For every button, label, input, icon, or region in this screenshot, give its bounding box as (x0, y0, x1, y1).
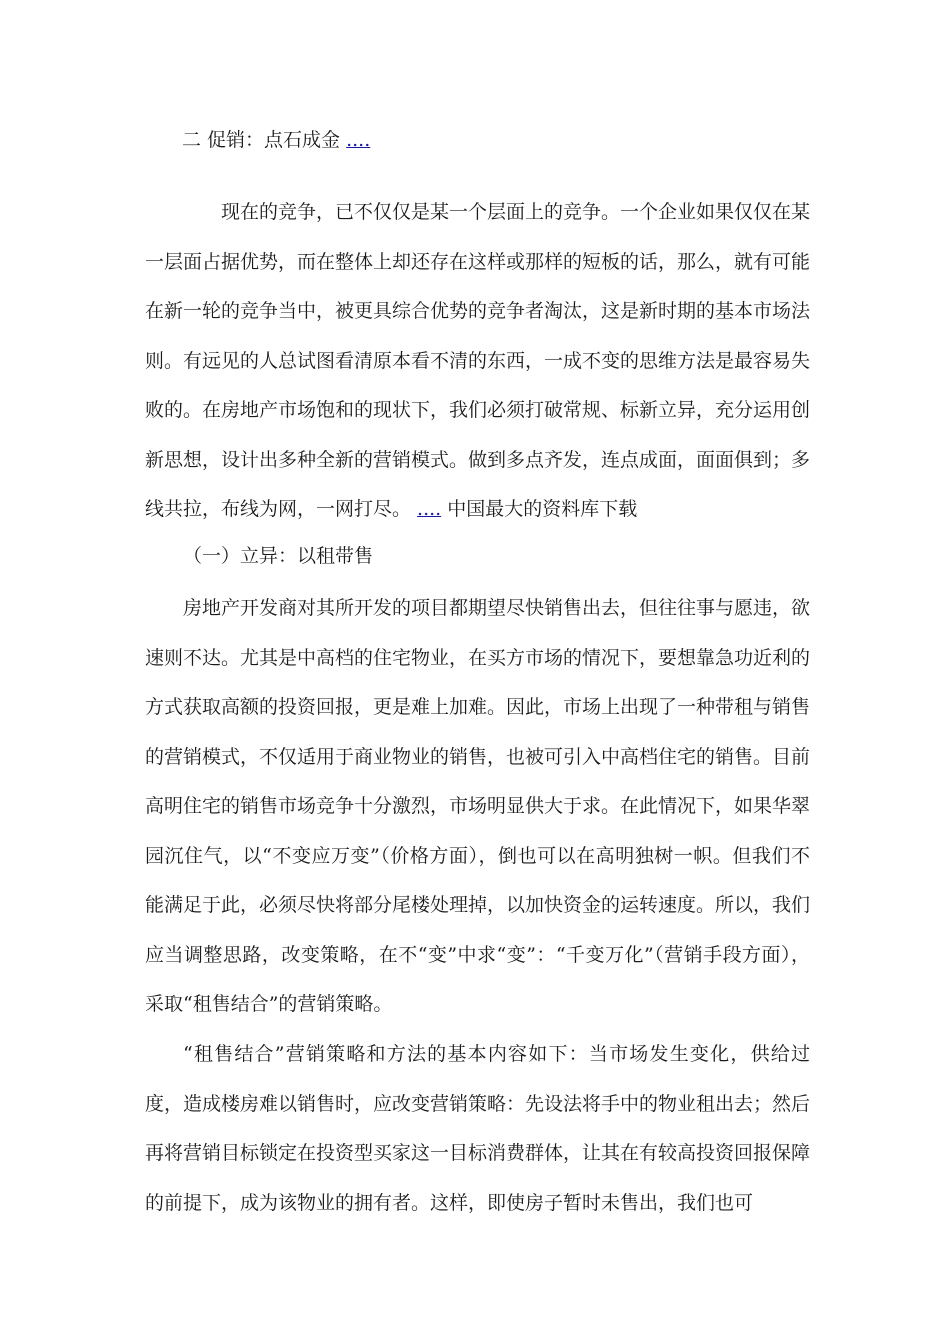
subsection-heading: （一）立异：以租带售 (183, 545, 374, 567)
heading-ellipsis-link[interactable]: .... (346, 129, 371, 151)
paragraph-ellipsis-link[interactable]: .... (417, 498, 442, 520)
paragraph-rent-sale: 房地产开发商对其所开发的项目都期望尽快销售出去，但往往事与愿违，欲速则不达。尤其是中高档的住宅物业，在买方市场的情况下，要想靠急功近利的方式获取高额的投资回报，更是难上加难。因此，市场上出现了一种带租与销售的营销模式，不仅适用于商业物业的销售，也被可引入中高档住宅的销售。目前高明住宅的销售市场竞争十分激烈，市场明显供大于求。在此情况下，如果华翠园沉住气，以“不变应万变”（价格方面），倒也可以在高明独树一帜。但我们不能满足于此，必须尽快将部分尾楼处理掉，以加快资金的运转速度。所以，我们应当调整思路，改变策略，在不“变”中求“变”：“千变万化”（营销手段方面），采取“租售结合”的营销策略。 (145, 597, 811, 1015)
section-heading-text: 二 促销：点石成金 (182, 129, 347, 151)
paragraph-strategy: “租售结合”营销策略和方法的基本内容如下：当市场发生变化，供给过度，造成楼房难以销售时，应改变营销策略：先设法将手中的物业租出去；然后再将营销目标锁定在投资型买家这一目标消费群体，让其在有较高投资回报保障的前提下，成为该物业的拥有者。这样，即使房子暂时未售出，我们也可 (145, 1043, 811, 1214)
section-heading (182, 127, 370, 153)
paragraph-competition (145, 188, 810, 535)
paragraph-competition-text: 现在的竞争，已不仅仅是某一个层面上的竞争。一个企业如果仅仅在某一层面占据优势，而在整体上却还存在这样或那样的短板的话，那么，就有可能在新一轮的竞争当中，被更具综合优势的竞争者淘汰，这是新时期的基本市场法则。有远见的人总试图看清原本看不清的东西，一成不变的思维方法是最容易失败的。在房地产市场饱和的现状下，我们必须打破常规、标新立异，充分运用创新思想，设计出多种全新的营销模式。做到多点齐发，连点成面，面面俱到；多线共拉，布线为网，一网打尽。 (145, 201, 811, 520)
paragraph-competition-tail: 中国最大的资料库下载 (441, 498, 638, 520)
